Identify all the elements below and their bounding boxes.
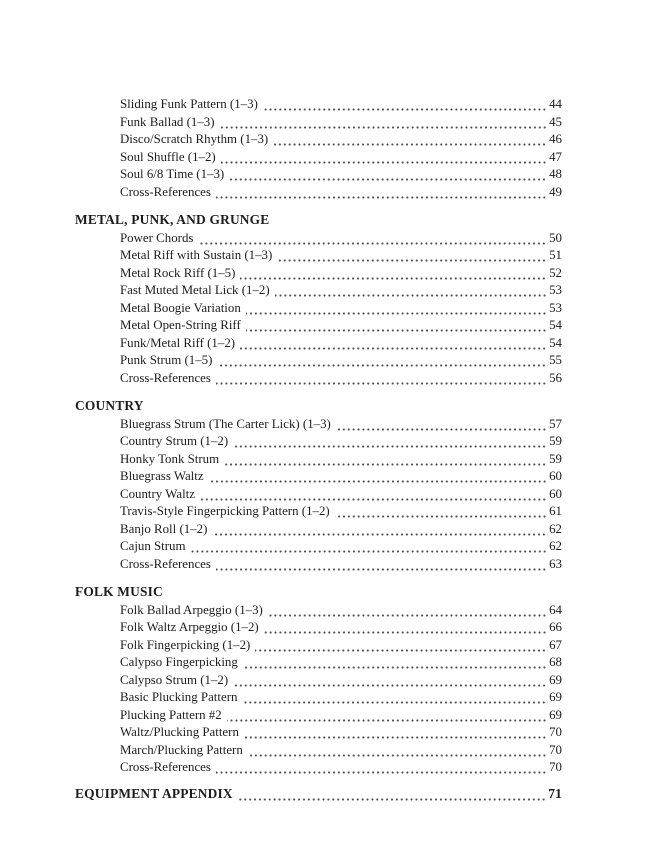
entry-title: Basic Plucking Pattern: [120, 690, 238, 704]
dot-leader: [191, 550, 549, 553]
section-rows: [75, 602, 562, 777]
entry-title: Calypso Fingerpicking: [120, 655, 238, 669]
dot-leader: [216, 382, 548, 385]
toc-entry: [75, 451, 562, 469]
toc-entry: [75, 742, 562, 760]
entry-page-number: 52: [549, 265, 562, 280]
entry-page-number: 56: [549, 370, 562, 385]
toc-entry: [75, 166, 562, 184]
entry-page-number: 62: [549, 539, 562, 553]
section-heading: COUNTRY: [75, 398, 144, 413]
dot-leader: [246, 329, 548, 332]
toc-entry: [75, 433, 562, 451]
toc-entry: [75, 317, 562, 335]
entry-page-number: 66: [549, 620, 562, 634]
dot-leader: [200, 498, 548, 501]
entry-page-number: 44: [549, 97, 562, 111]
entry-title: Bluegrass Waltz: [120, 469, 204, 483]
entry-title: Cajun Strum: [120, 539, 186, 553]
section-rows: [75, 96, 562, 201]
toc-entry: [75, 654, 562, 672]
dot-leader: [264, 631, 548, 634]
entry-title: Banjo Roll (1–2): [120, 521, 208, 536]
toc-entry: [75, 149, 562, 167]
dot-leader: [216, 771, 548, 774]
section-rows: [75, 416, 562, 574]
entry-title: Plucking Pattern #2: [120, 707, 222, 722]
entry-title: Soul 6/8 Time (1–3): [120, 167, 225, 181]
entry-title: Cross-References: [120, 184, 211, 199]
section-rows: [75, 230, 562, 388]
dot-leader: [212, 533, 548, 536]
section-rows: [75, 785, 562, 804]
entry-title: Cross-References: [120, 370, 211, 385]
toc-entry: [75, 503, 562, 521]
dot-leader: [273, 143, 548, 146]
toc-entry: [75, 265, 562, 283]
entry-page-number: 70: [549, 742, 562, 757]
entry-page-number: 63: [549, 556, 562, 571]
entry-page-number: 51: [549, 248, 562, 262]
dot-leader: [217, 364, 548, 367]
dot-leader: [268, 614, 548, 617]
entry-page-number: 61: [549, 504, 562, 518]
toc-entry: [75, 131, 562, 149]
entry-page-number: 62: [549, 521, 562, 536]
entry-page-number: 46: [549, 132, 562, 146]
entry-title: Folk Ballad Arpeggio (1–3): [120, 602, 263, 617]
entry-title: Waltz/Plucking Pattern: [120, 725, 239, 739]
entry-title: Bluegrass Strum (The Carter Lick) (1–3): [120, 416, 331, 431]
dot-leader: [243, 666, 548, 669]
dot-leader: [216, 196, 548, 199]
toc-entry: [75, 468, 562, 486]
entry-title: Calypso Strum (1–2): [120, 672, 229, 687]
dot-leader: [216, 568, 548, 571]
entry-page-number: 53: [549, 283, 562, 297]
toc-entry: [75, 486, 562, 504]
toc-section: [75, 96, 562, 201]
toc-entry: [75, 759, 562, 777]
toc-entry: [75, 230, 562, 248]
entry-page-number: 49: [549, 184, 562, 199]
entry-page-number: 71: [548, 785, 562, 801]
dot-leader: [277, 259, 548, 262]
entry-page-number: 47: [549, 149, 562, 164]
entry-title: Disco/Scratch Rhythm (1–3): [120, 132, 269, 146]
toc-entry: [75, 370, 562, 388]
dot-leader: [233, 445, 548, 448]
entry-page-number: 59: [549, 434, 562, 448]
entry-page-number: 60: [549, 469, 562, 483]
entry-page-number: 53: [549, 300, 562, 315]
section-heading: FOLK MUSIC: [75, 584, 163, 599]
toc-section: [75, 785, 562, 804]
entry-title: Country Strum (1–2): [120, 434, 229, 448]
table-of-contents: [75, 96, 562, 803]
dot-leader: [227, 719, 548, 722]
dot-leader: [209, 480, 549, 483]
entry-title: Folk Waltz Arpeggio (1–2): [120, 620, 259, 634]
dot-leader: [335, 515, 548, 518]
section-heading: METAL, PUNK, AND GRUNGE: [75, 212, 270, 227]
entry-page-number: 60: [549, 486, 562, 501]
entry-page-number: 69: [549, 672, 562, 687]
dot-leader: [248, 754, 548, 757]
dot-leader: [336, 428, 548, 431]
entry-page-number: 68: [549, 655, 562, 669]
entry-page-number: 69: [549, 690, 562, 704]
toc-section: [75, 211, 562, 387]
entry-page-number: 57: [549, 416, 562, 431]
dot-leader: [255, 649, 548, 652]
dot-leader: [240, 347, 548, 350]
entry-page-number: 69: [549, 707, 562, 722]
entry-page-number: 55: [549, 353, 562, 367]
toc-entry: [75, 602, 562, 620]
entry-page-number: 48: [549, 167, 562, 181]
toc-entry: [75, 184, 562, 202]
dot-leader: [244, 736, 548, 739]
entry-title: Soul Shuffle (1–2): [120, 149, 216, 164]
dot-leader: [275, 294, 548, 297]
entry-title: Cross-References: [120, 760, 211, 774]
toc-entry: [75, 689, 562, 707]
dot-leader: [246, 312, 548, 315]
entry-title: Cross-References: [120, 556, 211, 571]
toc-entry: [75, 335, 562, 353]
dot-leader: [220, 126, 549, 129]
entry-page-number: 70: [549, 725, 562, 739]
dot-leader: [221, 161, 548, 164]
appendix-heading-entry: [75, 785, 562, 804]
dot-leader: [198, 242, 548, 245]
entry-title: Metal Rock Riff (1–5): [120, 265, 236, 280]
entry-title: Funk Ballad (1–3): [120, 114, 215, 129]
entry-title: Country Waltz: [120, 486, 195, 501]
dot-leader: [242, 701, 548, 704]
toc-entry: [75, 637, 562, 655]
toc-entry: [75, 247, 562, 265]
toc-entry: [75, 416, 562, 434]
toc-entry: [75, 300, 562, 318]
entry-title: Funk/Metal Riff (1–2): [120, 335, 236, 350]
toc-section: [75, 397, 562, 573]
entry-title: EQUIPMENT APPENDIX: [75, 785, 233, 801]
toc-entry: [75, 556, 562, 574]
toc-entry: [75, 282, 562, 300]
entry-page-number: 45: [549, 114, 562, 129]
entry-title: Metal Riff with Sustain (1–3): [120, 248, 273, 262]
dot-leader: [238, 798, 547, 801]
toc-entry: [75, 114, 562, 132]
toc-entry: [75, 619, 562, 637]
entry-page-number: 54: [549, 318, 562, 332]
dot-leader: [240, 277, 548, 280]
entry-page-number: 67: [549, 637, 562, 652]
dot-leader: [229, 178, 548, 181]
entry-title: Folk Fingerpicking (1–2): [120, 637, 251, 652]
entry-title: Travis-Style Fingerpicking Pattern (1–2): [120, 504, 330, 518]
entry-title: Fast Muted Metal Lick (1–2): [120, 283, 270, 297]
entry-page-number: 64: [549, 602, 562, 617]
toc-entry: [75, 521, 562, 539]
toc-entry: [75, 352, 562, 370]
dot-leader: [224, 463, 548, 466]
toc-entry: [75, 707, 562, 725]
toc-entry: [75, 538, 562, 556]
dot-leader: [233, 684, 548, 687]
entry-title: March/Plucking Pattern: [120, 742, 243, 757]
entry-title: Power Chords: [120, 230, 194, 245]
entry-page-number: 54: [549, 335, 562, 350]
entry-page-number: 50: [549, 230, 562, 245]
entry-page-number: 59: [549, 451, 562, 466]
toc-entry: [75, 96, 562, 114]
entry-title: Honky Tonk Strum: [120, 451, 220, 466]
entry-title: Punk Strum (1–5): [120, 353, 213, 367]
toc-entry: [75, 672, 562, 690]
entry-title: Metal Boogie Variation: [120, 300, 241, 315]
entry-page-number: 70: [549, 760, 562, 774]
toc-entry: [75, 724, 562, 742]
entry-title: Sliding Funk Pattern (1–3): [120, 97, 258, 111]
toc-section: [75, 583, 562, 777]
dot-leader: [263, 108, 548, 111]
entry-title: Metal Open-String Riff: [120, 318, 241, 332]
